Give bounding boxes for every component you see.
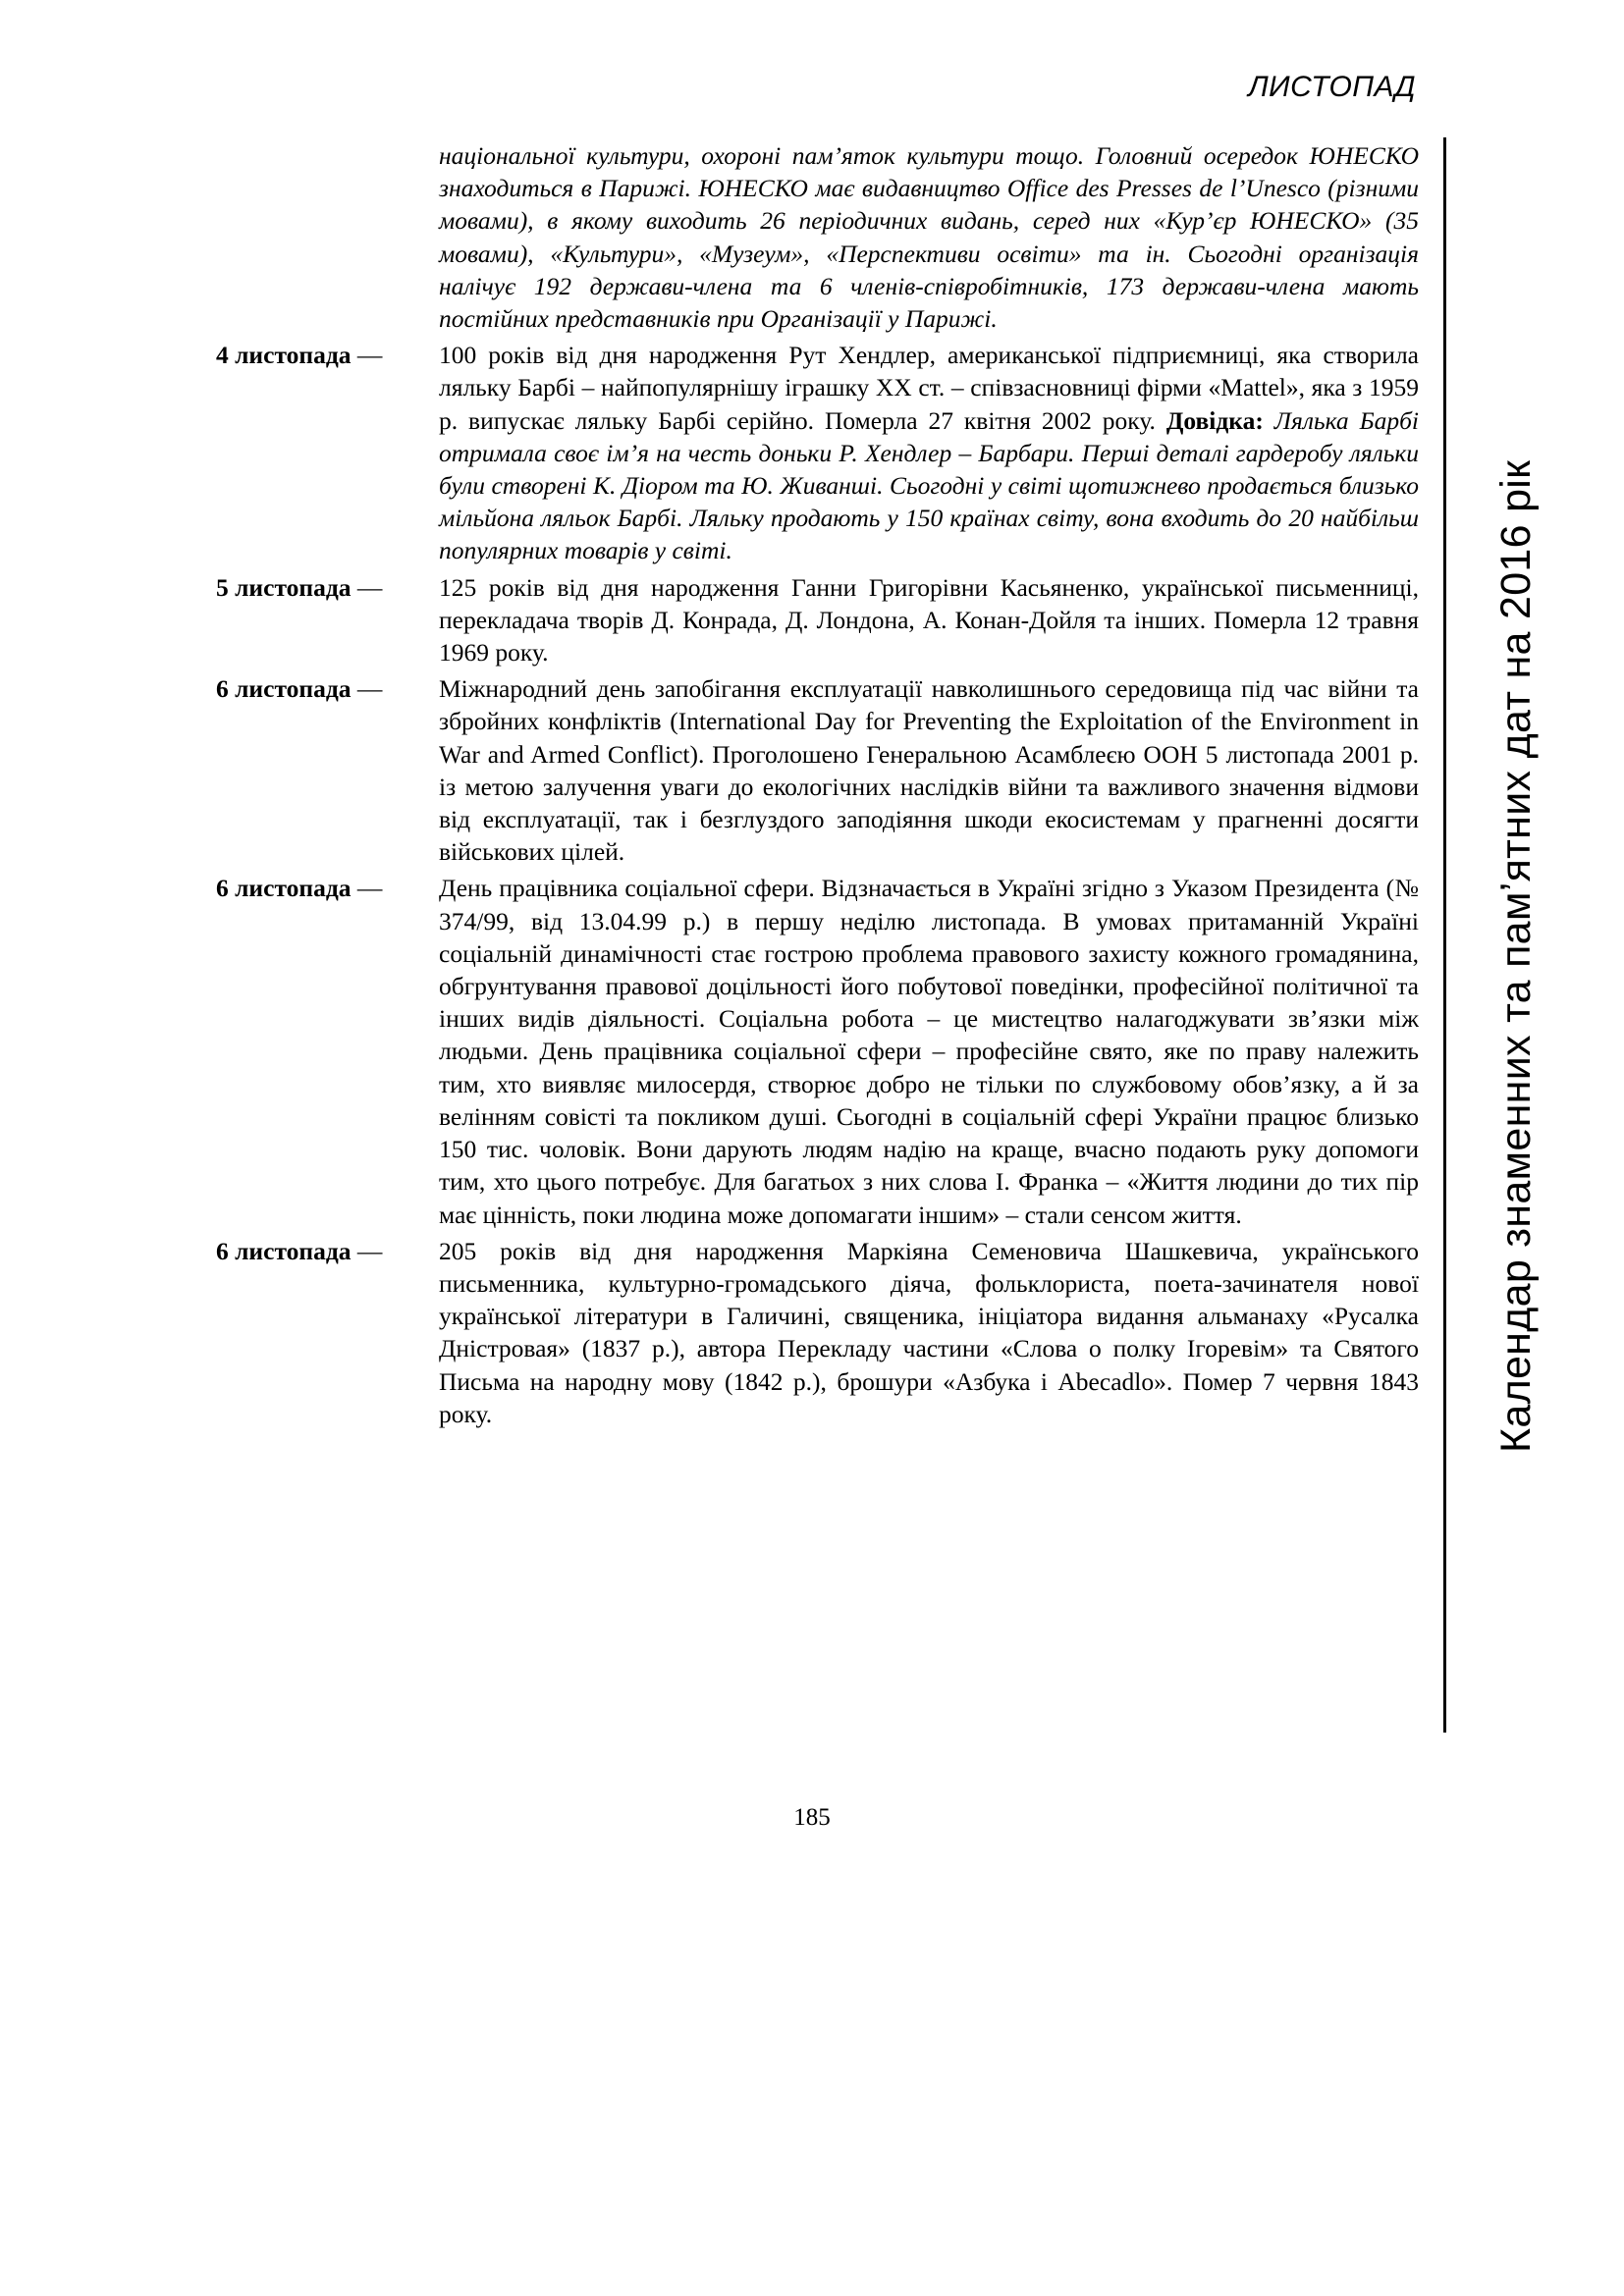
entry-text: 125 років від дня народження Ганни Григорівни Касьяненко, української письменниці, перекладача творів Д. Конрада, Д. Лондона, А. Конан-Дойля та інших. Померла 12 травня 1969 року. <box>439 572 1419 667</box>
note-label: Довідка: <box>1165 405 1264 435</box>
calendar-entry <box>216 1235 1419 1430</box>
page-content <box>216 139 1419 1434</box>
running-header: ЛИСТОПАД <box>1248 71 1416 103</box>
calendar-entry <box>216 571 1419 669</box>
sidebar-title: Календар знаменних та пам’ятних дат на 2016 рік <box>1492 459 1540 1453</box>
entry-date: 4 листопада — <box>216 341 383 370</box>
entry-text: 100 років від дня народження Рут Хендлер, американської підприємниці, яка створила ляльку Барбі – найпопулярнішу іграшку ХХ ст. – співзасновниці фірми «Mattel», яка з 1959 р. випускає ляльку Барбі серійно. Померла 27 квітня 2002 року. Довідка: Лялька Барбі отримала своє ім’я на честь доньки Р. Хендлер – Барбари. Перші деталі гардеробу ляльки були створені К. Діором та Ю. Живаншi. Сьогодні у світі щотижнево продається близько мільйона ляльок Барбі. Ляльку продають у 150 країнах світу, вона входить до 20 найбільш популярних товарів у світі. <box>439 341 1420 565</box>
entry-date: 6 листопада — <box>216 674 383 704</box>
entry-date: 5 листопада — <box>216 572 383 602</box>
calendar-entry <box>216 672 1419 868</box>
entry-date: 6 листопада — <box>216 1236 383 1265</box>
intro-paragraph: національної культури, охороні пам’яток культури тощо. Головний осередок ЮНЕСКО знаходиться в Парижі. ЮНЕСКО має видавництво Office des Presses de l’Unesco (різними мовами), в якому виходить 26 періодичних видань, серед них «Кур’єр ЮНЕСКО» (35 мовами), «Культури», «Музеум», «Перспективи освіти» та ін. Сьогодні організація налічує 192 держави-члена та 6 членів-співробітників, 173 держави-члена мають постійних представників при Організації у Парижі. <box>439 141 1419 334</box>
entry-text: 205 років від дня народження Маркіяна Семеновича Шашкевича, українського письменника, культурно-громадського діяча, фольклориста, поета-зачинателя нової української літератури в Галичині, священика, ініціатора видання альманаху «Русалка Дністровая» (1837 р.), автора Перекладу частини «Слова о полку Ігоревім» та Святого Письма на народну мову (1842 р.), брошури «Азбука і Abecadlo». Помер 7 червня 1843 року. <box>439 1236 1419 1428</box>
page-number: 185 <box>793 1804 831 1831</box>
note-text: Лялька Барбі отримала своє ім’я на честь доньки Р. Хендлер – Барбари. Перші деталі гардеробу ляльки були створені К. Діором та Ю. Живаншi. Сьогодні у світі щотижнево продається близько мільйона ляльок Барбі. Ляльку продають у 150 країнах світу, вона входить до 20 найбільш популярних товарів у світі. <box>439 405 1420 565</box>
entry-text: Міжнародний день запобігання експлуатації навколишнього середовища під час війни та збройних конфліктів (International Day for Preventing the Exploitation of the Environment in War and Armed Conflict). Проголошено Генеральною Асамблеєю ООН 5 листопада 2001 р. із метою залучення уваги до екологічних наслідків війни та важливого значення відмови від експлуатації, так і безглуздого заподіяння шкоди екосистемам у прагненні досягти військових цілей. <box>439 674 1419 867</box>
margin-rule <box>1443 137 1446 1733</box>
calendar-entry <box>216 339 1419 566</box>
calendar-entry <box>216 872 1419 1230</box>
entry-text: День працівника соціальної сфери. Відзначається в Україні згідно з Указом Президента (№ 374/99, від 13.04.99 р.) в першу неділю листопада. В умовах притаманній Україні соціальній динамічності стає гострою проблема правового захисту кожного громадянина, обгрунтування правової доцільності його побутової поведінки, професійної політичної та інших видів діяльності. Соціальна робота – це мистецтво налагоджувати зв’язки між людьми. День працівника соціальної сфери – професійне свято, яке по праву належить тим, хто виявляє милосердя, створює добро не тільки по службовому обов’язку, а й за велінням совісті та покликом душі. Сьогодні в соціальній сфері України працює близько 150 тис. чоловік. Вони дарують людям надію на краще, вчасно подають руку допомоги тим, хто цього потребує. Для багатьох з них слова І. Франка – «Життя людини до тих пір має цінність, поки людина може допомагати іншим» – стали сенсом життя. <box>439 874 1419 1229</box>
entry-date: 6 листопада — <box>216 874 383 903</box>
